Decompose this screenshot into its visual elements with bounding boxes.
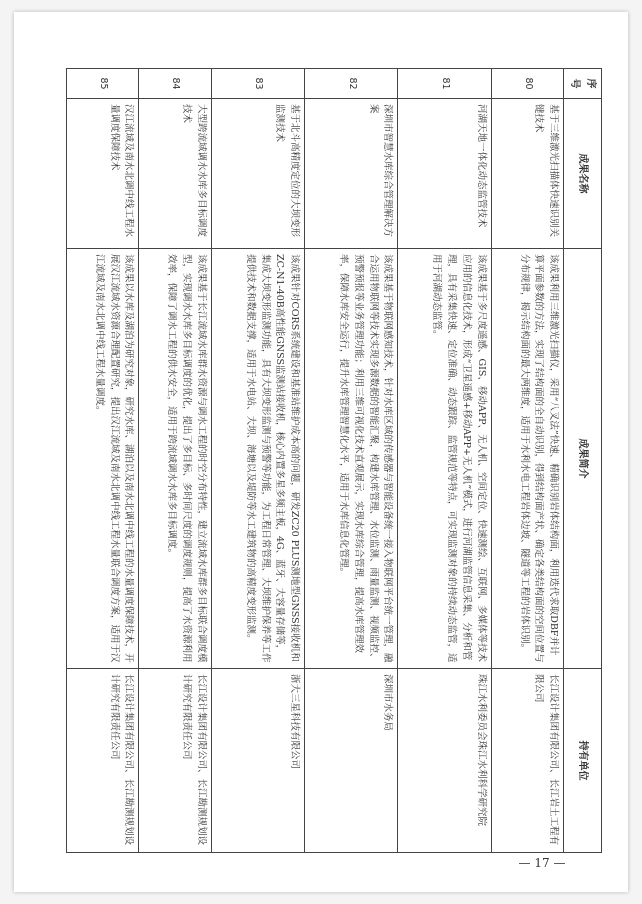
row-summary: 该成果基于多尺度遥感、GIS、移动APP、无人机、空间定位、快速测绘、互联网、多媒体等技术应用的信息化技术，形成“卫星遥感+移动APP+无人机”模式，进行河湖监管信息采集、分析和管理，具有采集快速、定位准确、动态跟踪、监管规范等特点，可实现监测对象的持续动态监管，适用于河湖动态监管。 xyxy=(398,249,491,669)
row-owner: 长江设计集团有限公司、长江勘测规划设计研究有限责任公司 xyxy=(139,669,211,853)
row-owner: 珠江水利委员会珠江水利科学研究院 xyxy=(398,669,491,853)
table-row xyxy=(211,69,304,853)
header-index: 序号 xyxy=(564,69,602,99)
row-summary: 该成果基于物联网感知技术，针对水库区域的传感器与智能设备统一接入物联网平台统一管理，融合运用物联网等技术实现多源数据的智能汇聚，构建水库管理、水位监测、雨量监测、视频监控、预警预报等业务管理功能；利用三维可视化技术直观展示，实现水库综合管理，提高水库管理效率，保障水库安全运行，提升水库管理智慧化水平，适用于水库信息化管理。 xyxy=(305,249,398,669)
row-index: 82 xyxy=(305,69,398,99)
row-owner: 深圳市水务局 xyxy=(305,669,398,853)
row-summary: 该成果针对CORS系统建设和基准站维护成本高的问题，研发ZC20 PLUS测地型GNSS接收机和ZC-N1-40B高性能GNSS监测站接收机，核心内置多星多频主板，4G、蓝牙、大容量存储等，集成大坝变形监测功能，具有大坝变形监测与预警等功能，为工程日常管理、大坝维护保养等工作提供技术和数据支撑，适用于水电站、大坝、海塘以及堤防等水工建筑物的高精度变形监测。 xyxy=(211,249,304,669)
row-name: 基于三维激光扫描体快速识别关键技术 xyxy=(491,99,563,249)
table-row xyxy=(398,69,491,853)
header-owner: 持有单位 xyxy=(564,669,602,853)
row-index: 81 xyxy=(398,69,491,99)
document-page xyxy=(14,12,628,892)
row-summary: 该成果以水库及湖泊为研究对象，研究水库、湖泊以及南水北调中线工程的水量调度保障技术，开展汉江流域水资源合理配置研究，提出汉江流域及南水北调中线工程水量联合调度方案，适用于汉江流域及南水北调中线工程水量调度。 xyxy=(67,249,139,669)
row-index: 80 xyxy=(491,69,563,99)
row-name: 深圳市智慧水库综合管理解决方案 xyxy=(305,99,398,249)
row-owner: 浙大三星科技有限公司 xyxy=(211,669,304,853)
table-row xyxy=(139,69,211,853)
table-row xyxy=(67,69,139,853)
table-row xyxy=(305,69,398,853)
row-name: 河湖天地一体化动态监管技术 xyxy=(398,99,491,249)
row-index: 83 xyxy=(211,69,304,99)
header-name: 成果名称 xyxy=(564,99,602,249)
row-name: 基于北斗高精度定位的大坝变形监测技术 xyxy=(211,99,304,249)
results-table xyxy=(66,68,602,853)
row-index: 85 xyxy=(67,69,139,99)
row-name: 汉江流域及南水北调中线工程水量调度保障技术 xyxy=(67,99,139,249)
table-row xyxy=(491,69,563,853)
header-summary: 成果简介 xyxy=(564,249,602,669)
table-header-row xyxy=(564,69,602,853)
row-summary: 该成果利用三维激光扫描仪，采用“八叉法”快速、精确识别岩体结构面，利用迭代求取DBF并计算平面参数的方法，实现了结构面的全自动识别，得到结构面产状、确定各类结构面的空间位置与分布规律，揭示结构面的最大两维度，适用于水利水电工程岩体边坡、隧道等工程的岩体识别。 xyxy=(491,249,563,669)
row-owner: 长江设计集团有限公司、长江勘测规划设计研究有限责任公司 xyxy=(67,669,139,853)
page-number: — 17 — xyxy=(518,856,566,870)
row-index: 84 xyxy=(139,69,211,99)
row-owner: 长江设计集团有限公司、长江岩土工程有限公司 xyxy=(491,669,563,853)
row-summary: 该成果基于长江流域水库群水资源与调水工程的时空分布特性，建立流域水库群多目标联合调度模型，实现调水水库多目标调度的优化，提出了多目标、多时间尺度的调度规则，提高了水资源利用效率，保障了调水工程的供水安全，适用于跨流域调水水库多目标调度。 xyxy=(139,249,211,669)
results-table-container xyxy=(66,68,602,852)
row-name: 大型跨流域调水水库多目标调度技术 xyxy=(139,99,211,249)
